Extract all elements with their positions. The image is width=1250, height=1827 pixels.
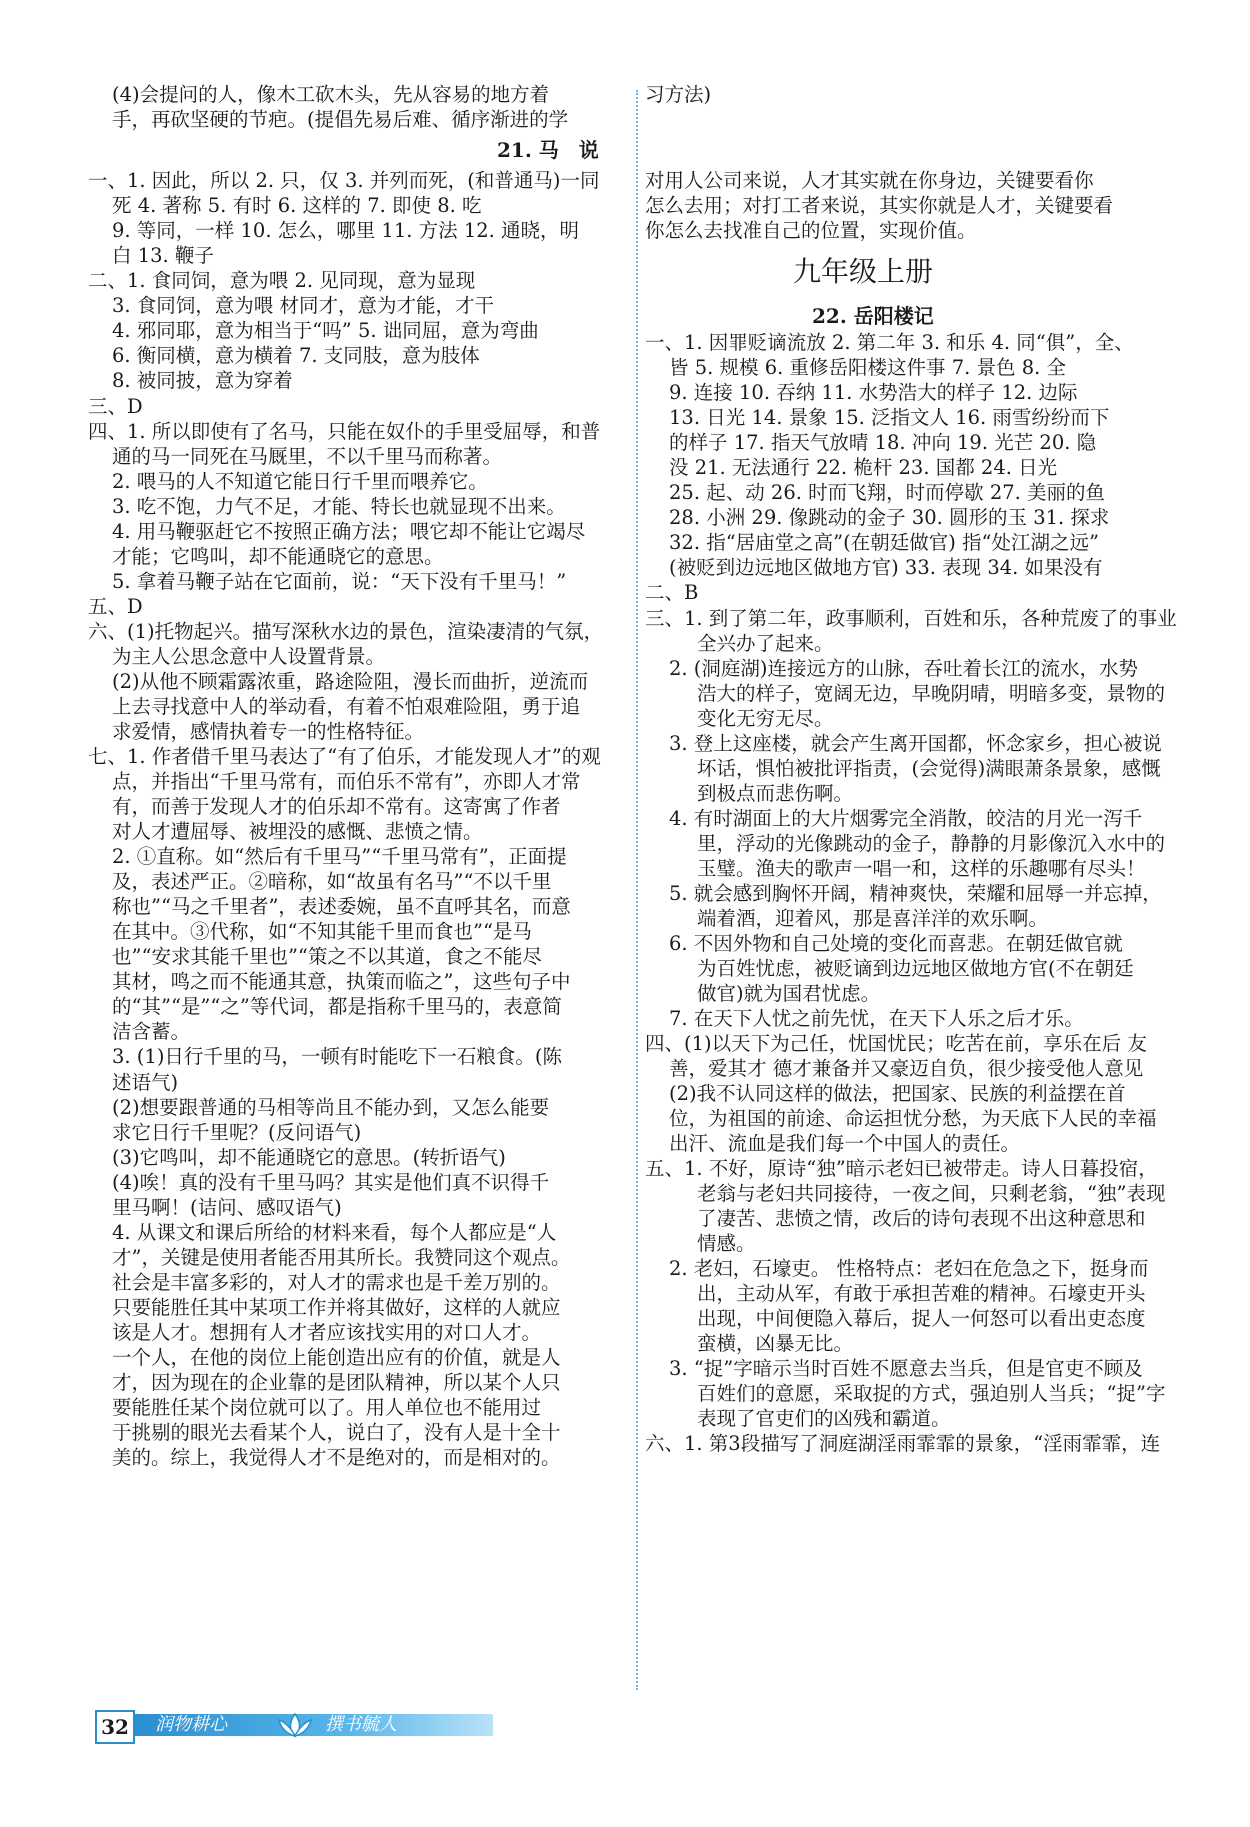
right-column-text-line: (被贬到边远地区做地方官) 33. 表现 34. 如果没有 — [669, 556, 1103, 579]
right-column-text-line: 百姓们的意愿，采取捉的方式，强迫别人当兵；“捉”字 — [697, 1382, 1166, 1405]
left-column-text-line: 三、D — [88, 395, 143, 418]
right-column-text-line: 里，浮动的光像跳动的金子，静静的月影像沉入水中的 — [697, 832, 1166, 855]
right-column-text-line: 2. 老妇，石壕吏。 性格特点：老妇在危急之下，挺身而 — [669, 1257, 1149, 1280]
left-column-text-line: 求爱情，感情执着专一的性格特征。 — [112, 720, 425, 743]
right-column-text-line: 端着酒，迎着风，那是喜洋洋的欢乐啊。 — [697, 907, 1049, 930]
left-column-text-line: 其材，鸣之而不能通其意，执策而临之”，这些句子中 — [112, 970, 571, 993]
left-column-text-line: 3. (1)日行千里的马，一顿有时能吃下一石粮食。(陈 — [112, 1045, 563, 1068]
left-column-text-line: 2. ①直称。如“然后有千里马”“千里马常有”，正面提 — [112, 845, 567, 868]
right-column-text-line: 了凄苦、悲愤之情，改后的诗句表现不出这种意思和 — [697, 1207, 1146, 1230]
left-column-text-line: 的“其”“是”“之”等代词，都是指称千里马的，表意简 — [112, 995, 562, 1018]
right-column-text-line: 三、1. 到了第二年，政事顺利，百姓和乐，各种荒废了的事业 — [645, 607, 1177, 630]
left-column-text-line: 9. 等同，一样 10. 怎么，哪里 11. 方法 12. 通晓，明 — [112, 219, 580, 242]
left-column-text-line: 于挑剔的眼光去看某个人，说白了，没有人是十全十 — [112, 1421, 561, 1444]
left-column-text-line: 四、1. 所以即使有了名马，只能在奴仆的手里受屈辱，和普 — [88, 420, 601, 443]
right-column-text-line: 皆 5. 规模 6. 重修岳阳楼这件事 7. 景色 8. 全 — [669, 356, 1067, 379]
page-number: 32 — [95, 1710, 135, 1744]
column-divider — [636, 90, 638, 1690]
right-column-text-line: 7. 在天下人忧之前先忧，在天下人乐之后才乐。 — [669, 1007, 1084, 1030]
right-column-text-line: 蛮横，凶暴无比。 — [697, 1332, 854, 1355]
left-column-text-line: 七、1. 作者借千里马表达了“有了伯乐，才能发现人才”的观 — [88, 745, 601, 768]
right-column-text-line: 对用人公司来说，人才其实就在你身边，关键要看你 — [645, 169, 1094, 192]
left-column-text-line: 4. 从课文和课后所给的材料来看，每个人都应是“人 — [112, 1221, 557, 1244]
right-column-text-line: 3. “捉”字暗示当时百姓不愿意去当兵，但是官吏不顾及 — [669, 1357, 1143, 1380]
right-column-text-line: 为百姓忧虑，被贬谪到边远地区做地方官(不在朝廷 — [697, 957, 1134, 980]
right-column-text-line: (2)我不认同这样的做法，把国家、民族的利益摆在首 — [669, 1082, 1126, 1105]
left-column-text-line: 为主人公思念意中人设置背景。 — [112, 645, 386, 668]
right-column-text-line: 位，为祖国的前途、命运担忧分愁，为天底下人民的幸福 — [669, 1107, 1157, 1130]
right-column-text-line: 的样子 17. 指天气放晴 18. 冲向 19. 光芒 20. 隐 — [669, 431, 1097, 454]
right-column-text-line: 四、(1)以天下为己任，忧国忧民；吃苦在前，享乐在后 友 — [645, 1032, 1147, 1055]
left-column-text-line: 二、1. 食同饲，意为喂 2. 见同现，意为显现 — [88, 269, 476, 292]
left-column-text-line: 上去寻找意中人的举动看，有着不怕艰难险阻，勇于追 — [112, 695, 581, 718]
left-column-text-line: (2)从他不顾霜露浓重，路途险阻，漫长而曲折，逆流而 — [112, 670, 589, 693]
right-column-text-line: 善，爱其才 德才兼备并又豪迈自负，很少接受他人意见 — [669, 1057, 1144, 1080]
right-column-text-line: 9. 连接 10. 吞纳 11. 水势浩大的样子 12. 边际 — [669, 381, 1078, 404]
right-column-text-line: 2. (洞庭湖)连接远方的山脉，吞吐着长江的流水，水势 — [669, 657, 1139, 680]
left-column-text-line: 5. 拿着马鞭子站在它面前，说：“天下没有千里马！” — [112, 570, 567, 593]
left-column-text-line: 洁含蓄。 — [112, 1020, 191, 1043]
right-column-text-line: 全兴办了起来。 — [697, 632, 834, 655]
left-column-text-line: 里马啊！(诘问、感叹语气) — [112, 1196, 342, 1219]
left-column-text-line: 死 4. 著称 5. 有时 6. 这样的 7. 即使 8. 吃 — [112, 194, 482, 217]
left-column-text-line: (4)会提问的人，像木工砍木头，先从容易的地方着 — [112, 83, 550, 106]
right-column-text-line: 情感。 — [697, 1232, 756, 1255]
right-column-text-line: 32. 指“居庙堂之高”(在朝廷做官) 指“处江湖之远” — [669, 531, 1099, 554]
left-column-text-line: 才，因为现在的企业靠的是团队精神，所以某个人只 — [112, 1371, 561, 1394]
left-column-text-line: 对人才遭屈辱、被埋没的感慨、悲愤之情。 — [112, 820, 483, 843]
right-column-text-line: 没 21. 无法通行 22. 桅杆 23. 国都 24. 日光 — [669, 456, 1058, 479]
section-title-22: 22. 岳阳楼记 — [812, 304, 934, 328]
left-column-text-line: 及，表述严正。②暗称，如“故虽有名马”“不以千里 — [112, 870, 552, 893]
right-column-text-line: 出，主动从军，有敢于承担苦难的精神。石壕吏开头 — [697, 1282, 1146, 1305]
left-column-text-line: (2)想要跟普通的马相等尚且不能办到，又怎么能要 — [112, 1096, 550, 1119]
right-column-text-line: 3. 登上这座楼，就会产生离开国都，怀念家乡，担心被说 — [669, 732, 1162, 755]
right-column-text-line: 玉璧。渔夫的歌声一唱一和，这样的乐趣哪有尽头！ — [697, 857, 1146, 880]
left-column-text-line: 也”“安求其能千里也”“策之不以其道，食之不能尽 — [112, 945, 542, 968]
right-column-text-line: 你怎么去找准自己的位置，实现价值。 — [645, 219, 977, 242]
right-column-text-line: 五、1. 不好，原诗“独”暗示老妇已被带走。诗人日暮投宿， — [645, 1157, 1158, 1180]
right-column-text-line: 习方法) — [645, 83, 712, 106]
left-column-text-line: 才”，关键是使用者能否用其所长。我赞同这个观点。 — [112, 1246, 571, 1269]
left-column-text-line: 社会是丰富多彩的，对人才的需求也是千差万别的。 — [112, 1271, 561, 1294]
right-column-text-line: 13. 日光 14. 景象 15. 泛指文人 16. 雨雪纷纷而下 — [669, 406, 1110, 429]
right-column-text-line: 5. 就会感到胸怀开阔，精神爽快，荣耀和屈辱一并忘掉， — [669, 882, 1162, 905]
lotus-icon — [275, 1710, 315, 1740]
right-column-text-line: 坏话，惧怕被批评指责，(会觉得)满眼萧条景象，感慨 — [697, 757, 1161, 780]
right-column-text-line: 浩大的样子，宽阔无边，早晚阴晴，明暗多变，景物的 — [697, 682, 1166, 705]
left-column-text-line: 六、(1)托物起兴。描写深秋水边的景色，渲染凄清的气氛， — [88, 620, 604, 643]
left-column-text-line: 4. 邪同耶，意为相当于“吗” 5. 诎同屈，意为弯曲 — [112, 319, 539, 342]
right-column-text-line: 表现了官吏们的凶残和霸道。 — [697, 1407, 951, 1430]
left-column-text-line: 求它日行千里呢？(反问语气) — [112, 1121, 362, 1144]
left-column-text-line: 要能胜任某个岗位就可以了。用人单位也不能用过 — [112, 1396, 542, 1419]
left-column-text-line: 述语气) — [112, 1071, 179, 1094]
right-column-text-line: 6. 不因外物和自己处境的变化而喜悲。在朝廷做官就 — [669, 932, 1123, 955]
right-column-text-line: 老翁与老妇共同接待，一夜之间，只剩老翁，“独”表现 — [697, 1182, 1166, 1205]
right-column-text-line: 出现，中间便隐入幕后，捉人一何怒可以看出吏态度 — [697, 1307, 1146, 1330]
left-column-text-line: 该是人才。想拥有人才者应该找实用的对口人才。 — [112, 1321, 542, 1344]
left-column-text-line: 4. 用马鞭驱赶它不按照正确方法；喂它却不能让它竭尽 — [112, 520, 586, 543]
footer-slogan-left: 润物耕心 — [155, 1714, 227, 1735]
section-title-21: 21. 马 说 — [497, 138, 599, 162]
left-column-text-line: 白 13. 鞭子 — [112, 244, 214, 267]
left-column-text-line: (4)唉！真的没有千里马吗？其实是他们真不识得千 — [112, 1171, 550, 1194]
left-column-text-line: (3)它鸣叫，却不能通晓它的意思。(转折语气) — [112, 1146, 506, 1169]
right-column-text-line: 二、B — [645, 581, 699, 604]
right-column-text-line: 出汗、流血是我们每一个中国人的责任。 — [669, 1132, 1021, 1155]
left-column-text-line: 一、1. 因此，所以 2. 只，仅 3. 并列而死，(和普通马)一同 — [88, 169, 600, 192]
left-column-text-line: 五、D — [88, 595, 143, 618]
left-column-text-line: 一个人，在他的岗位上能创造出应有的价值，就是人 — [112, 1346, 561, 1369]
right-column-text-line: 做官)就为国君忧虑。 — [697, 982, 881, 1005]
left-column-text-line: 6. 衡同横，意为横着 7. 支同肢，意为肢体 — [112, 344, 480, 367]
grade-title: 九年级上册 — [793, 255, 934, 288]
left-column-text-line: 3. 吃不饱，力气不足，才能、特长也就显现不出来。 — [112, 495, 566, 518]
left-column-text-line: 手，再砍坚硬的节疤。(提倡先易后难、循序渐进的学 — [112, 108, 569, 131]
left-column-text-line: 美的。综上，我觉得人才不是绝对的，而是相对的。 — [112, 1446, 561, 1469]
right-column-text-line: 变化无穷无尽。 — [697, 707, 834, 730]
footer-slogan-right: 撰书毓人 — [325, 1714, 397, 1735]
left-column-text-line: 才能；它鸣叫，却不能通晓它的意思。 — [112, 545, 444, 568]
right-column-text-line: 4. 有时湖面上的大片烟雾完全消散，皎洁的月光一泻千 — [669, 807, 1143, 830]
left-column-text-line: 在其中。③代称，如“不知其能千里而食也”“是马 — [112, 920, 532, 943]
left-column-text-line: 通的马一同死在马厩里，不以千里马而称著。 — [112, 445, 503, 468]
right-column-text-line: 一、1. 因罪贬谪流放 2. 第二年 3. 和乐 4. 同“俱”，全、 — [645, 331, 1134, 354]
page-footer — [95, 1710, 495, 1742]
right-column-text-line: 到极点而悲伤啊。 — [697, 782, 854, 805]
left-column-text-line: 点，并指出“千里马常有，而伯乐不常有”，亦即人才常 — [112, 770, 581, 793]
left-column-text-line: 8. 被同披，意为穿着 — [112, 369, 293, 392]
right-column-text-line: 28. 小洲 29. 像跳动的金子 30. 圆形的玉 31. 探求 — [669, 506, 1110, 529]
left-column-text-line: 3. 食同饲，意为喂 材同才，意为才能，才干 — [112, 294, 495, 317]
right-column-text-line: 六、1. 第3段描写了洞庭湖淫雨霏霏的景象，“淫雨霏霏，连 — [645, 1432, 1161, 1455]
left-column-text-line: 只要能胜任其中某项工作并将其做好，这样的人就应 — [112, 1296, 561, 1319]
left-column-text-line: 称也”“马之千里者”，表述委婉，虽不直呼其名，而意 — [112, 895, 571, 918]
left-column-text-line: 有，而善于发现人才的伯乐却不常有。这寄寓了作者 — [112, 795, 561, 818]
left-column-text-line: 2. 喂马的人不知道它能日行千里而喂养它。 — [112, 470, 488, 493]
right-column-text-line: 25. 起、动 26. 时而飞翔，时而停歇 27. 美丽的鱼 — [669, 481, 1106, 504]
right-column-text-line: 怎么去用；对打工者来说，其实你就是人才，关键要看 — [645, 194, 1114, 217]
